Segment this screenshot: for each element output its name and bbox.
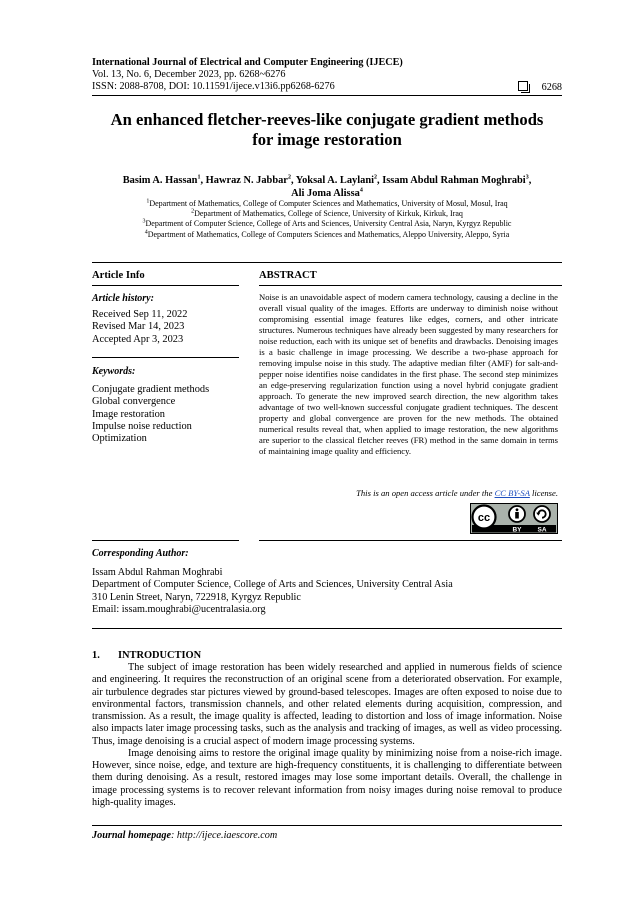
author-name: Hawraz N. Jabbar <box>205 175 288 186</box>
corresponding-author <box>92 567 562 616</box>
keywords-heading: Keywords: <box>92 366 136 377</box>
abstract-heading: ABSTRACT <box>259 270 317 281</box>
corr-name: Issam Abdul Rahman Moghrabi <box>92 567 223 578</box>
history-date: Revised Mar 14, 2023 <box>92 321 185 333</box>
keyword: Optimization <box>92 433 147 445</box>
header-rule <box>92 95 562 96</box>
article-history-heading: Article history: <box>92 293 154 304</box>
affiliation: $^1$Department of Mathematics, College of Computer Sciences and Mathematics, University of Mosul, Mosul, Iraq <box>146 198 508 208</box>
journal-header <box>92 57 562 94</box>
keyword: Image restoration <box>92 408 165 420</box>
author-name: Ali Joma Alissa <box>291 187 360 199</box>
author-list: Basim A. Hassan$^1$, Hawraz N. Jabbar$^2$, Yoksal A. Laylani$^2$, Issam Abdul Rahman Moghrabi$^3$, Ali Joma Alissa$^4$ <box>122 174 532 199</box>
affiliation: $^3$Department of Computer Science, College of Arts and Sciences, University Central Asia, Naryn, Kyrgyz Republic <box>142 218 512 229</box>
paper-title <box>92 110 562 150</box>
info-left-rule <box>92 285 239 286</box>
article-history <box>92 309 187 346</box>
footer-rule <box>92 825 562 826</box>
introduction-body <box>92 662 562 809</box>
keyword: Global convergence <box>92 396 176 408</box>
author-name: Basim A. Hassan <box>122 175 198 186</box>
affiliations <box>92 199 562 240</box>
affiliation: $^2$Department of Mathematics, College of Science, University of Kirkuk, Kirkuk, Iraq <box>191 208 463 219</box>
journal-footer: Journal homepage: http://ijece.iaescore.com <box>92 830 278 841</box>
page-number: 6268 <box>541 82 562 93</box>
journal-volume: Vol. 13, No. 6, December 2023, pp. 6268~6276 <box>92 69 286 80</box>
info-top-rule <box>92 262 562 263</box>
cc-by-sa-badge <box>470 503 558 534</box>
history-date: Accepted Apr 3, 2023 <box>92 333 184 345</box>
title-line: for image restoration <box>252 130 402 149</box>
section-heading-introduction: 1. INTRODUCTION <box>92 650 202 661</box>
cc-license-icon <box>470 503 558 534</box>
title-line: An enhanced fletcher-reeves-like conjugate gradient methods <box>110 110 544 129</box>
license-link[interactable]: CC BY-SA <box>494 488 530 498</box>
history-rule <box>92 357 239 358</box>
corr-department: Department of Computer Science, College of Arts and Sciences, University Central Asia <box>92 579 453 591</box>
info-right-rule <box>259 285 562 286</box>
homepage-label: Journal homepage <box>92 830 171 841</box>
corr-address: 310 Lenin Street, Naryn, 722918, Kyrgyz Republic <box>92 591 301 603</box>
keyword: Conjugate gradient methods <box>92 384 210 395</box>
page-box-icon <box>518 81 528 91</box>
author-name: Yoksal A. Laylani <box>295 175 374 186</box>
corr-bottom-rule <box>92 628 562 629</box>
by-label: BY <box>512 526 522 534</box>
journal-issn-doi: ISSN: 2088-8708, DOI: 10.11591/ijece.v13i6.pp6268-6276 <box>92 81 335 92</box>
paragraph: Image denoising aims to restore the original image quality by minimizing noise from a noise-rich image. However, since noise, edge, and texture are high-frequency constituents, it is challenging to differentiate between them during denoising. As a result, restored images may lose some important details. Overall, the challenge in image processing systems is to recover relevant information from noisy images during noise removal to produce high-quality images. <box>92 747 562 808</box>
cc-mark: cc <box>477 512 491 524</box>
history-date: Received Sep 11, 2022 <box>92 309 188 320</box>
corresponding-heading: Corresponding Author: <box>92 548 189 559</box>
keywords-bottom-rule <box>92 540 239 541</box>
sa-label: SA <box>537 526 547 534</box>
paragraph: The subject of image restoration has been widely researched and applied in numerous fields of science and engineering. It requires the reconstruction of an original scene from a deteriorated observation. For example, air turbulence degrades star pictures viewed by ground-based telescopes. Images are often exposed to noise due to environmental factors, transmission channels, and other related elements during acquisition, compression, and transmission. As a result, the image quality is affected, leading to distortion and loss of image information. Noise also impacts later image processing tasks, such as the analysis and tracking of images, as well as video processing. Thus, image denoising is a crucial aspect of modern image processing systems. <box>92 662 562 747</box>
corr-email: Email: issam.moughrabi@ucentralasia.org <box>92 603 266 615</box>
keyword: Impulse noise reduction <box>92 420 192 432</box>
journal-name: International Journal of Electrical and Computer Engineering (IJECE) <box>92 57 403 68</box>
article-info-heading: Article Info <box>92 270 145 281</box>
author-name: Issam Abdul Rahman Moghrabi <box>382 175 526 186</box>
abstract-bottom-rule <box>259 540 562 541</box>
open-access-note: This is an open access article under the CC BY-SA license. <box>356 488 558 498</box>
abstract-text: Noise is an unavoidable aspect of modern camera technology, causing a decline in the overall visual quality of the images. Efforts are underway to diminish noise without compromising essential image features like edges, corners, and other intricate structures. Numerous techniques have already been suggested by many researchers for noise reduction, each with its unique set of benefits and drawbacks. Denoising images is a basic challenge in image processing. We describe a two-phase approach for removing impulse noise in this study. The adaptive median filter (AMF) for salt-and-pepper noise identifies noise candidates in the first phase. The second step minimizes an edge-preserving regularization function using a novel hybrid conjugate gradient approach. To generate the new improved search direction, the new algorithm takes advantage of two well-known successful conjugate gradient techniques. The descent property and global convergence are proven for the new methods. The obtained numerical results reveal that, when applied to image restoration, the new algorithms are superior to the classical fletcher reeves (FR) method in the same domain in terms of maintaining image quality and efficiency. <box>259 292 558 457</box>
affiliation: $^4$Department of Mathematics, College of Computers Sciences and Mathematics, Aleppo University, Aleppo, Syria <box>144 228 510 239</box>
homepage-url[interactable]: http://ijece.iaescore.com <box>176 830 278 841</box>
keywords-list <box>92 384 209 445</box>
